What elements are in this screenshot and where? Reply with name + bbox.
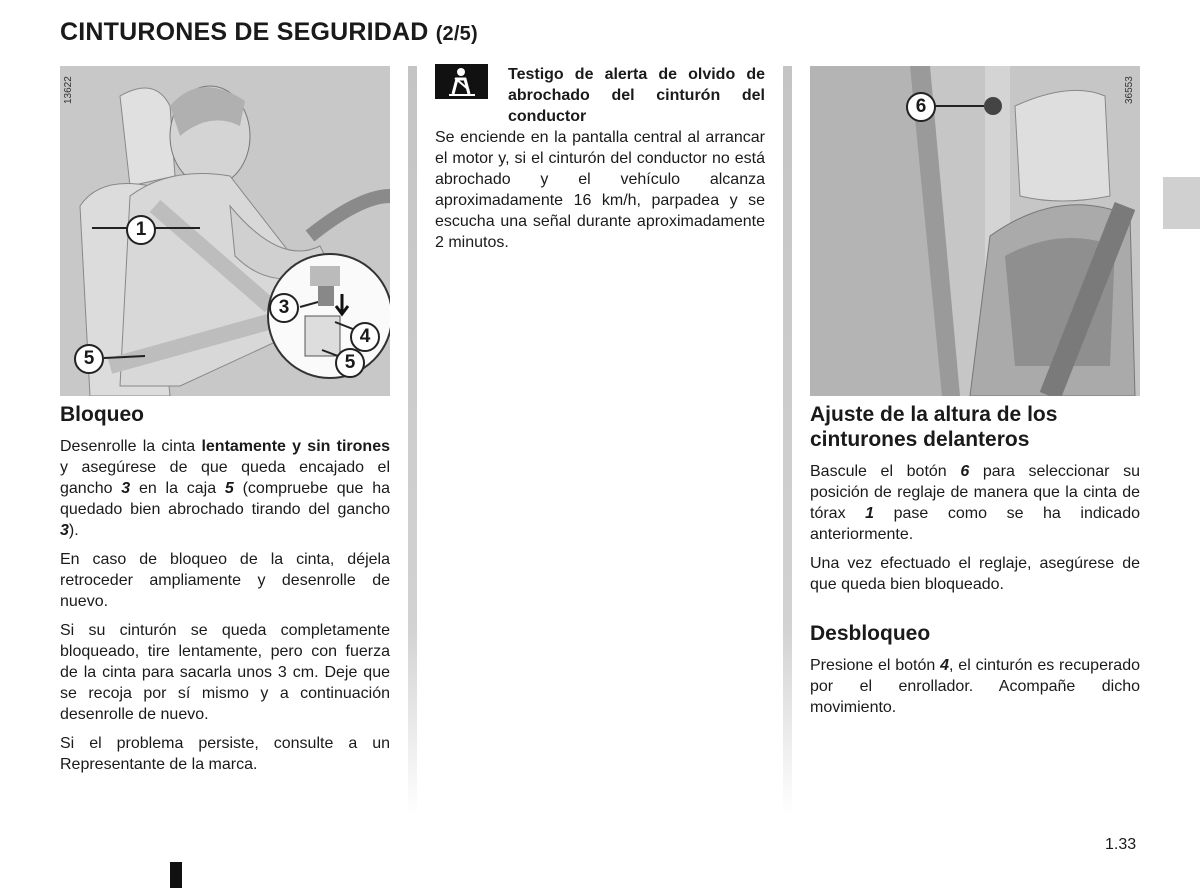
desbloqueo-paragraph: Presione el botón 4, el cinturón es recuperado por el enrollador. Acompañe dicho movimiento.	[810, 657, 1140, 716]
belt-height-figure	[810, 66, 1140, 396]
ajuste-heading: Ajuste de la altura de los cinturones delanteros	[810, 403, 1058, 451]
callout-3: 3	[269, 293, 299, 323]
figure-code: 13622	[63, 76, 74, 104]
warning-title: Testigo de alerta de olvido de abrochado del cinturón del conductor	[508, 66, 765, 125]
warning-section	[435, 64, 765, 253]
desbloqueo-heading: Desbloqueo	[810, 622, 931, 645]
figure-code: 36553	[1124, 76, 1135, 104]
crop-mark	[170, 862, 182, 888]
ajuste-paragraph-2: Una vez efectuado el reglaje, asegúrese de que queda bien bloqueado.	[810, 555, 1140, 593]
section-tab	[1163, 177, 1200, 229]
bloqueo-section	[60, 402, 390, 775]
callout-5-buckle: 5	[74, 344, 104, 374]
seatbelt-driver-figure	[60, 66, 390, 396]
seat-illustration	[810, 66, 1140, 396]
warning-body: Se enciende en la pantalla central al arrancar el motor y, si el cinturón del conductor no está abrochado y el vehículo alcanza aproximadamente 16 km/h, parpadea y se escucha una señal durante aproximadamente 2 minutos.	[435, 129, 765, 251]
ajuste-paragraph-1: Bascule el botón 6 para seleccionar su posición de reglaje de manera que la cinta de tórax 1 pase como se ha indicado anteriormente.	[810, 463, 1141, 543]
bloqueo-heading: Bloqueo	[60, 403, 144, 426]
callout-5-zoom: 5	[335, 348, 365, 378]
driver-illustration	[60, 66, 390, 396]
column-divider-right	[783, 66, 792, 816]
ajuste-section	[810, 402, 1140, 718]
bloqueo-paragraph-4: Si el problema persiste, consulte a un Representante de la marca.	[60, 735, 390, 773]
seatbelt-warning-icon	[435, 64, 488, 99]
column-divider-left	[408, 66, 417, 816]
bloqueo-paragraph-1: Desenrolle la cinta lentamente y sin tirones y asegúrese de que queda encajado el gancho 3 en la caja 5 (compruebe que ha quedado bien abrochado tirando del gancho 3).	[60, 438, 391, 539]
bloqueo-paragraph-3: Si su cinturón se queda completamente bloqueado, tire lentamente, pero con fuerza de la cinta para sacarla unos 3 cm. Deje que se recoja por sí mismo y a continuación desenrolle de nuevo.	[60, 622, 390, 723]
page-number: 1.33	[1105, 836, 1137, 853]
page-title: CINTURONES DE SEGURIDAD (2/5)	[60, 18, 478, 46]
bloqueo-paragraph-2: En caso de bloqueo de la cinta, déjela retroceder ampliamente y desenrolle de nuevo.	[60, 551, 390, 610]
callout-6: 6	[906, 92, 936, 122]
callout-4: 4	[350, 322, 380, 352]
callout-1: 1	[126, 215, 156, 245]
page-part: (2/5)	[435, 23, 478, 45]
